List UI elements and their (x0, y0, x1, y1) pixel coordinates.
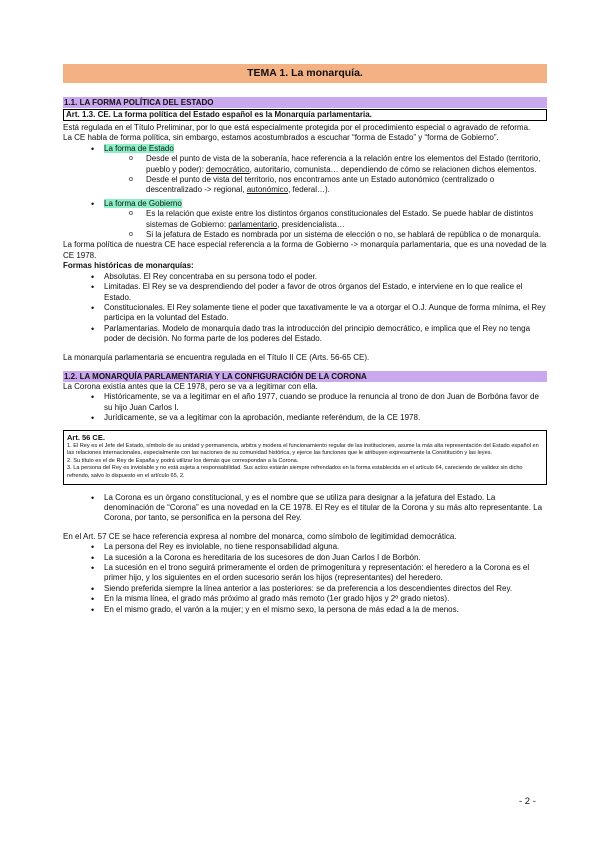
article-56-line: 3. La persona del Rey es inviolable y no está sujeta a responsabilidad. Sus actos estarán siempre refrendados en la forma establecida en el artículo 64, careciendo de validez sin dicho refrendo, salvo lo dispuesto en el artículo 65, 2. (67, 465, 523, 479)
list-item: • La sucesión en el trono seguirá primeramente el orden de primogenitura y representación: el heredero a la Corona es el primer hijo, y los siguientes en el orden sucesorio serán los hijos (representantes) del heredero. (63, 563, 547, 584)
forma-list (63, 144, 547, 154)
list-item: o Si la jefatura de Estado es nombrada por un sistema de elección o no, se hablará de república o de monarquía. (63, 230, 547, 240)
list-item: • La persona del Rey es inviolable, no tiene responsabilidad alguna. (63, 542, 547, 552)
forma-gobierno-label: La forma de Gobierno (104, 198, 182, 208)
list-item: • Limitadas. El Rey se va desprendiendo del poder a favor de otros órganos del Estado, e interviene en lo que realice el Estado. (63, 282, 547, 303)
list-item: • Absolutas. El Rey concentraba en su persona todo el poder. (63, 272, 547, 282)
corona-list (63, 493, 547, 524)
forma-list (63, 199, 547, 209)
list-item (63, 144, 547, 154)
art57-list (63, 542, 547, 615)
page-number: - 2 - (519, 796, 536, 807)
list-item: • Jurídicamente, se va a legitimar con la aprobación, mediante referéndum, de la CE 1978. (63, 413, 547, 423)
section-heading-1: 1.1. LA FORMA POLÍTICA DEL ESTADO (63, 97, 547, 108)
paragraph: En el Art. 57 CE se hace referencia expresa al nombre del monarca, como símbolo de legitimidad democrática. (63, 531, 457, 541)
historic-label: Formas históricas de monarquías: (63, 261, 194, 271)
article-56-title: Art. 56 CE. (67, 432, 105, 442)
forma-gobierno-sublist (63, 209, 547, 240)
list-item: • La Corona es un órgano constitucional, y es el nombre que se utiliza para designar a la jefatura del Estado. La denominación de “Corona” es una novedad en la CE 1978. El Rey es el titular de la Corona y su más alto representante. La Corona, por tanto, se personifica en la persona del Rey. (63, 493, 547, 524)
paragraph: La CE habla de forma política, sin embargo, estamos acostumbrados a escuchar “forma de Estado” y “forma de Gobierno”. (63, 133, 499, 143)
list-item: o Es la relación que existe entre los distintos órganos constitucionales del Estado. Se puede hablar de distintos sistemas de Gobierno: parlamentario, presidencialista… (63, 209, 547, 230)
article-56-box (63, 430, 547, 485)
article-56-line: 2. Su título es el de Rey de España y podrá utilizar los demás que correspondan a la Corona. (67, 457, 299, 464)
document-page (63, 64, 547, 615)
legitimacy-list (63, 392, 547, 423)
historic-list (63, 272, 547, 345)
forma-estado-label: La forma de Estado (104, 143, 174, 153)
list-item: o Desde el punto de vista del territorio, nos encontramos ante un Estado autonómico (centralizado o descentralizado -> regional, autonómico, federal…). (63, 175, 547, 196)
section-heading-2: 1.2. LA MONARQUÍA PARLAMENTARIA Y LA CONFIGURACIÓN DE LA CORONA (63, 371, 547, 382)
list-item: o Desde el punto de vista de la soberanía, hace referencia a la relación entre los elementos del Estado (territorio, pueblo y poder): democrático, autoritario, comunista… dependiendo de cómo se relacionen dichos elementos. (63, 154, 547, 175)
list-item: • Constitucionales. El Rey solamente tiene el poder que taxativamente le va a otorgar el O.J. Aunque de forma mínima, el Rey participa en la voluntad del Estado. (63, 303, 547, 324)
list-item: • La sucesión a la Corona es hereditaria de los sucesores de don Juan Carlos I de Borbón. (63, 553, 547, 563)
article-56-line: 1. El Rey es el Jefe del Estado, símbolo de su unidad y permanencia, arbitra y modera el funcionamiento regular de las instituciones, asume la más alta representación del Estado español en las relaciones internacionales, especialmente con las naciones de su comunidad histórica, y ejerce las funciones que le atribuyen expresamente la Constitución y las leyes. (67, 442, 539, 457)
forma-estado-sublist (63, 154, 547, 196)
list-item: • En el mismo grado, el varón a la mujer; y en el mismo sexo, la persona de más edad a la de menos. (63, 605, 547, 615)
article-box-1-3: Art. 1.3. CE. La forma política del Estado español es la Monarquía parlamentaria. (63, 109, 547, 121)
list-item (63, 199, 547, 209)
list-item: • Históricamente, se va a legitimar en el año 1977, cuando se produce la renuncia al trono de don Juan de Borbóna favor de su hijo Juan Carlos I. (63, 392, 547, 413)
page-title: TEMA 1. La monarquía. (63, 64, 547, 83)
paragraph: La monarquía parlamentaria se encuentra regulada en el Título II CE (Arts. 56-65 CE). (63, 352, 370, 362)
paragraph: La forma política de nuestra CE hace especial referencia a la forma de Gobierno -> monarquía parlamentaria, que es una novedad de la CE 1978. (63, 240, 547, 260)
list-item: • Siendo preferida siempre la línea anterior a las posteriores: se da preferencia a los descendientes directos del Rey. (63, 584, 547, 594)
list-item: • Parlamentarias. Modelo de monarquía dado tras la introducción del principio democrático, e implica que el Rey no tenga poder de decisión. No forma parte de los poderes del Estado. (63, 324, 547, 345)
paragraph: Está regulada en el Título Preliminar, por lo que está especialmente protegida por el procedimiento especial o agravado de reforma. (63, 123, 531, 132)
paragraph: La Corona existía antes que la CE 1978, pero se va a legitimar con ella. (63, 381, 318, 391)
list-item: • En la misma línea, el grado más próximo al grado más remoto (1er grado hijos y 2º grado nietos). (63, 594, 547, 604)
